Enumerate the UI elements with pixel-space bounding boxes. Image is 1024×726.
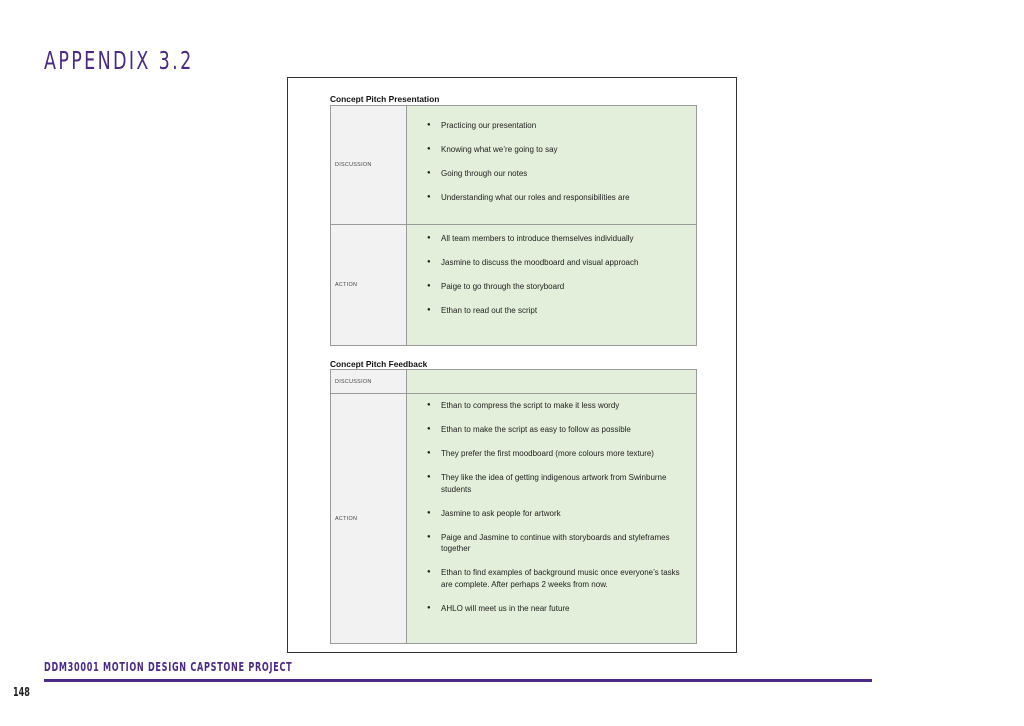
- bullet-list: [427, 120, 690, 204]
- list-item: ● Jasmine to discuss the moodboard and visual approach: [427, 257, 690, 269]
- list-item: ● They prefer the first moodboard (more colours more texture): [427, 448, 690, 460]
- table-row: [331, 225, 697, 346]
- table-row: [331, 106, 697, 225]
- page-number: 148: [13, 685, 30, 699]
- list-item: ● Practicing our presentation: [427, 120, 690, 132]
- row-label: DISCUSSION: [331, 370, 407, 394]
- section-heading-presentation: Concept Pitch Presentation: [330, 94, 440, 104]
- row-content: [407, 225, 697, 346]
- row-content-empty: [407, 370, 697, 394]
- list-item: ● Ethan to read out the script: [427, 305, 690, 317]
- appendix-title: APPENDIX 3.2: [44, 46, 194, 75]
- list-item: ● Understanding what our roles and responsibilities are: [427, 192, 690, 204]
- list-item: ● Going through our notes: [427, 168, 690, 180]
- row-label: ACTION: [331, 394, 407, 644]
- row-label: DISCUSSION: [331, 106, 407, 225]
- list-item: ● Paige to go through the storyboard: [427, 281, 690, 293]
- list-item: ● Paige and Jasmine to continue with storyboards and styleframes together: [427, 532, 690, 555]
- feedback-table: [330, 369, 697, 644]
- row-content: [407, 106, 697, 225]
- list-item: ● Knowing what we’re going to say: [427, 144, 690, 156]
- row-label: ACTION: [331, 225, 407, 346]
- bullet-list: [427, 233, 690, 317]
- list-item: ● Jasmine to ask people for artwork: [427, 508, 690, 520]
- list-item: ● All team members to introduce themselves individually: [427, 233, 690, 245]
- presentation-table: [330, 105, 697, 346]
- table-row: [331, 394, 697, 644]
- table-row: [331, 370, 697, 394]
- row-content: [407, 394, 697, 644]
- list-item: ● They like the idea of getting indigenous artwork from Swinburne students: [427, 472, 690, 495]
- embedded-document: [287, 77, 737, 653]
- list-item: ● Ethan to find examples of background music once everyone’s tasks are complete. After perhaps 2 weeks from now.: [427, 567, 690, 590]
- footer-course-title: DDM30001 MOTION DESIGN CAPSTONE PROJECT: [44, 659, 293, 674]
- section-heading-feedback: Concept Pitch Feedback: [330, 359, 428, 369]
- bullet-list: [427, 400, 690, 614]
- list-item: ● AHLO will meet us in the near future: [427, 603, 690, 615]
- list-item: ● Ethan to compress the script to make it less wordy: [427, 400, 690, 412]
- footer-divider: [44, 679, 872, 682]
- list-item: ● Ethan to make the script as easy to follow as possible: [427, 424, 690, 436]
